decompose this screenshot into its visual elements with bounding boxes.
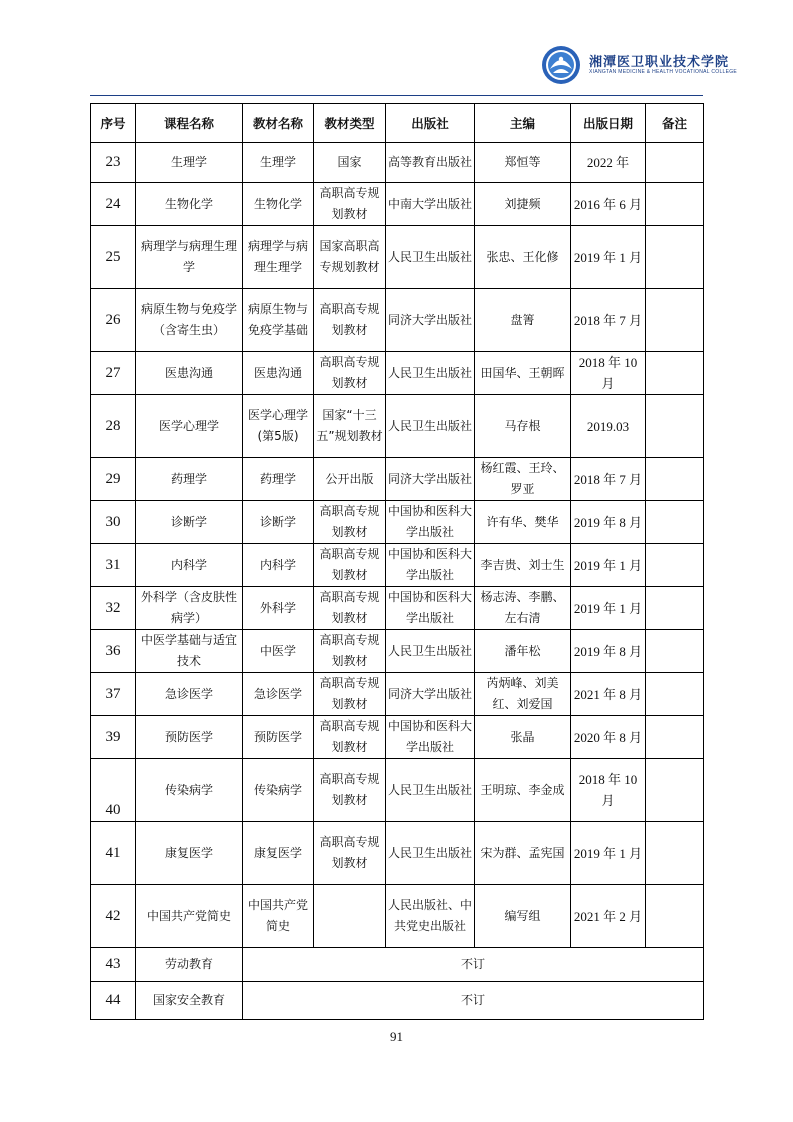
- table-row: [91, 143, 704, 183]
- col-note-cell: [646, 822, 704, 885]
- col-editor-cell: 宋为群、孟宪国: [475, 822, 571, 885]
- col-publisher-cell: 同济大学出版社: [386, 289, 475, 352]
- col-course-cell: 传染病学: [136, 759, 243, 822]
- table-row: [91, 544, 704, 587]
- col-no-cell: 26: [91, 289, 136, 352]
- col-editor-cell: 芮炳峰、刘美红、刘爱国: [475, 673, 571, 716]
- col-date-cell: 2019 年 1 月: [571, 822, 646, 885]
- col-editor-cell: 张晶: [475, 716, 571, 759]
- col-course-cell: 国家安全教育: [136, 982, 243, 1020]
- col-book-cell: 内科学: [243, 544, 314, 587]
- col-date-cell: 2019 年 8 月: [571, 501, 646, 544]
- col-date-cell: 2018 年 10 月: [571, 352, 646, 395]
- table-row: [91, 759, 704, 822]
- col-no-cell: 32: [91, 587, 136, 630]
- col-date-cell: 2018 年 10 月: [571, 759, 646, 822]
- col-editor-cell: 郑恒等: [475, 143, 571, 183]
- col-book-cell: 药理学: [243, 458, 314, 501]
- col-date-cell: 2019.03: [571, 395, 646, 458]
- col-note-cell: [646, 226, 704, 289]
- merged-remark-cell: 不订: [243, 948, 704, 982]
- col-type-cell: 高职高专规划教材: [314, 289, 386, 352]
- col-course-cell: 药理学: [136, 458, 243, 501]
- header-col-editor: 主编: [475, 104, 571, 143]
- col-type-cell: 高职高专规划教材: [314, 587, 386, 630]
- school-name-en: XIANGTAN MEDICINE & HEALTH VOCATIONAL COLLEGE: [589, 69, 738, 75]
- col-note-cell: [646, 289, 704, 352]
- col-date-cell: 2019 年 1 月: [571, 544, 646, 587]
- header-col-type: 教材类型: [314, 104, 386, 143]
- col-type-cell: 高职高专规划教材: [314, 183, 386, 226]
- header-col-no: 序号: [91, 104, 136, 143]
- col-book-cell: 生物化学: [243, 183, 314, 226]
- col-no-cell: 41: [91, 822, 136, 885]
- col-date-cell: 2022 年: [571, 143, 646, 183]
- col-publisher-cell: 同济大学出版社: [386, 673, 475, 716]
- col-course-cell: 医患沟通: [136, 352, 243, 395]
- college-emblem-icon: [541, 45, 581, 85]
- table-row: [91, 885, 704, 948]
- col-type-cell: 高职高专规划教材: [314, 822, 386, 885]
- table-row: [91, 630, 704, 673]
- col-course-cell: 生理学: [136, 143, 243, 183]
- col-publisher-cell: 人民卫生出版社: [386, 352, 475, 395]
- header-col-book: 教材名称: [243, 104, 314, 143]
- col-note-cell: [646, 544, 704, 587]
- table-row: [91, 395, 704, 458]
- col-note-cell: [646, 716, 704, 759]
- col-type-cell: 国家“十三五”规划教材: [314, 395, 386, 458]
- col-course-cell: 预防医学: [136, 716, 243, 759]
- col-publisher-cell: 中国协和医科大学出版社: [386, 544, 475, 587]
- col-editor-cell: 许有华、樊华: [475, 501, 571, 544]
- merged-remark-cell: 不订: [243, 982, 704, 1020]
- col-book-cell: 急诊医学: [243, 673, 314, 716]
- school-name-cn: 湘潭医卫职业技术学院: [589, 55, 730, 70]
- col-type-cell: 高职高专规划教材: [314, 501, 386, 544]
- col-date-cell: 2019 年 8 月: [571, 630, 646, 673]
- table-row: [91, 501, 704, 544]
- table-row-merged: [91, 948, 704, 982]
- col-no-cell: 39: [91, 716, 136, 759]
- col-editor-cell: 盘箐: [475, 289, 571, 352]
- table-row: [91, 673, 704, 716]
- col-note-cell: [646, 395, 704, 458]
- col-course-cell: 内科学: [136, 544, 243, 587]
- col-note-cell: [646, 587, 704, 630]
- col-course-cell: 急诊医学: [136, 673, 243, 716]
- col-note-cell: [646, 885, 704, 948]
- col-editor-cell: 潘年松: [475, 630, 571, 673]
- col-publisher-cell: 人民卫生出版社: [386, 822, 475, 885]
- col-course-cell: 病原生物与免疫学（含寄生虫）: [136, 289, 243, 352]
- col-book-cell: 预防医学: [243, 716, 314, 759]
- col-book-cell: 诊断学: [243, 501, 314, 544]
- col-note-cell: [646, 458, 704, 501]
- col-no-cell: 44: [91, 982, 136, 1020]
- col-course-cell: 中国共产党简史: [136, 885, 243, 948]
- col-no-cell: 40: [91, 759, 136, 822]
- col-type-cell: 高职高专规划教材: [314, 759, 386, 822]
- col-publisher-cell: 人民卫生出版社: [386, 395, 475, 458]
- col-date-cell: 2020 年 8 月: [571, 716, 646, 759]
- col-editor-cell: 马存根: [475, 395, 571, 458]
- col-no-cell: 28: [91, 395, 136, 458]
- col-course-cell: 诊断学: [136, 501, 243, 544]
- col-publisher-cell: 中国协和医科大学出版社: [386, 716, 475, 759]
- col-book-cell: 医患沟通: [243, 352, 314, 395]
- col-editor-cell: 李吉贵、刘士生: [475, 544, 571, 587]
- col-book-cell: 康复医学: [243, 822, 314, 885]
- col-no-cell: 27: [91, 352, 136, 395]
- col-note-cell: [646, 352, 704, 395]
- col-course-cell: 劳动教育: [136, 948, 243, 982]
- col-date-cell: 2016 年 6 月: [571, 183, 646, 226]
- table-row: [91, 822, 704, 885]
- col-book-cell: 外科学: [243, 587, 314, 630]
- page-number: 91: [390, 1029, 403, 1044]
- col-type-cell: 高职高专规划教材: [314, 544, 386, 587]
- col-type-cell: [314, 885, 386, 948]
- col-no-cell: 42: [91, 885, 136, 948]
- col-date-cell: 2018 年 7 月: [571, 289, 646, 352]
- col-date-cell: 2018 年 7 月: [571, 458, 646, 501]
- header-col-publisher: 出版社: [386, 104, 475, 143]
- col-course-cell: 病理学与病理生理学: [136, 226, 243, 289]
- col-book-cell: 病理学与病理生理学: [243, 226, 314, 289]
- col-no-cell: 29: [91, 458, 136, 501]
- textbook-table: [90, 103, 704, 1020]
- col-publisher-cell: 人民卫生出版社: [386, 226, 475, 289]
- col-note-cell: [646, 673, 704, 716]
- col-type-cell: 公开出版: [314, 458, 386, 501]
- col-type-cell: 高职高专规划教材: [314, 716, 386, 759]
- table-header-row: [91, 104, 704, 143]
- table-row: [91, 352, 704, 395]
- col-no-cell: 24: [91, 183, 136, 226]
- col-note-cell: [646, 759, 704, 822]
- col-publisher-cell: 高等教育出版社: [386, 143, 475, 183]
- header-col-course: 课程名称: [136, 104, 243, 143]
- col-type-cell: 高职高专规划教材: [314, 352, 386, 395]
- col-no-cell: 36: [91, 630, 136, 673]
- col-course-cell: 医学心理学: [136, 395, 243, 458]
- col-book-cell: 医学心理学(第5版): [243, 395, 314, 458]
- col-editor-cell: 张忠、王化修: [475, 226, 571, 289]
- col-course-cell: 康复医学: [136, 822, 243, 885]
- col-publisher-cell: 人民卫生出版社: [386, 759, 475, 822]
- col-book-cell: 传染病学: [243, 759, 314, 822]
- col-type-cell: 国家: [314, 143, 386, 183]
- table-row: [91, 458, 704, 501]
- col-note-cell: [646, 501, 704, 544]
- col-course-cell: 外科学（含皮肤性病学）: [136, 587, 243, 630]
- table-row: [91, 716, 704, 759]
- col-date-cell: 2021 年 2 月: [571, 885, 646, 948]
- col-type-cell: 高职高专规划教材: [314, 630, 386, 673]
- col-publisher-cell: 人民出版社、中共党史出版社: [386, 885, 475, 948]
- col-date-cell: 2021 年 8 月: [571, 673, 646, 716]
- col-no-cell: 23: [91, 143, 136, 183]
- col-publisher-cell: 中国协和医科大学出版社: [386, 587, 475, 630]
- col-book-cell: 病原生物与免疫学基础: [243, 289, 314, 352]
- table-row: [91, 226, 704, 289]
- col-note-cell: [646, 143, 704, 183]
- col-note-cell: [646, 630, 704, 673]
- page-header: [0, 0, 793, 95]
- col-no-cell: 30: [91, 501, 136, 544]
- col-editor-cell: 杨红霞、王玲、罗亚: [475, 458, 571, 501]
- col-publisher-cell: 中南大学出版社: [386, 183, 475, 226]
- col-editor-cell: 王明琼、李金成: [475, 759, 571, 822]
- table-row-merged: [91, 982, 704, 1020]
- col-editor-cell: 编写组: [475, 885, 571, 948]
- col-date-cell: 2019 年 1 月: [571, 226, 646, 289]
- col-no-cell: 37: [91, 673, 136, 716]
- col-course-cell: 中医学基础与适宜技术: [136, 630, 243, 673]
- col-editor-cell: 杨志涛、李鹏、左右清: [475, 587, 571, 630]
- col-publisher-cell: 中国协和医科大学出版社: [386, 501, 475, 544]
- col-note-cell: [646, 183, 704, 226]
- col-date-cell: 2019 年 1 月: [571, 587, 646, 630]
- col-publisher-cell: 同济大学出版社: [386, 458, 475, 501]
- table-row: [91, 587, 704, 630]
- col-publisher-cell: 人民卫生出版社: [386, 630, 475, 673]
- col-type-cell: 国家高职高专规划教材: [314, 226, 386, 289]
- col-course-cell: 生物化学: [136, 183, 243, 226]
- col-no-cell: 25: [91, 226, 136, 289]
- table-row: [91, 183, 704, 226]
- col-no-cell: 31: [91, 544, 136, 587]
- header-col-note: 备注: [646, 104, 704, 143]
- header-col-date: 出版日期: [571, 104, 646, 143]
- col-editor-cell: 田国华、王朝晖: [475, 352, 571, 395]
- col-book-cell: 中医学: [243, 630, 314, 673]
- col-type-cell: 高职高专规划教材: [314, 673, 386, 716]
- col-editor-cell: 刘捷频: [475, 183, 571, 226]
- header-divider: [90, 95, 703, 96]
- table-row: [91, 289, 704, 352]
- col-book-cell: 生理学: [243, 143, 314, 183]
- col-no-cell: 43: [91, 948, 136, 982]
- col-book-cell: 中国共产党简史: [243, 885, 314, 948]
